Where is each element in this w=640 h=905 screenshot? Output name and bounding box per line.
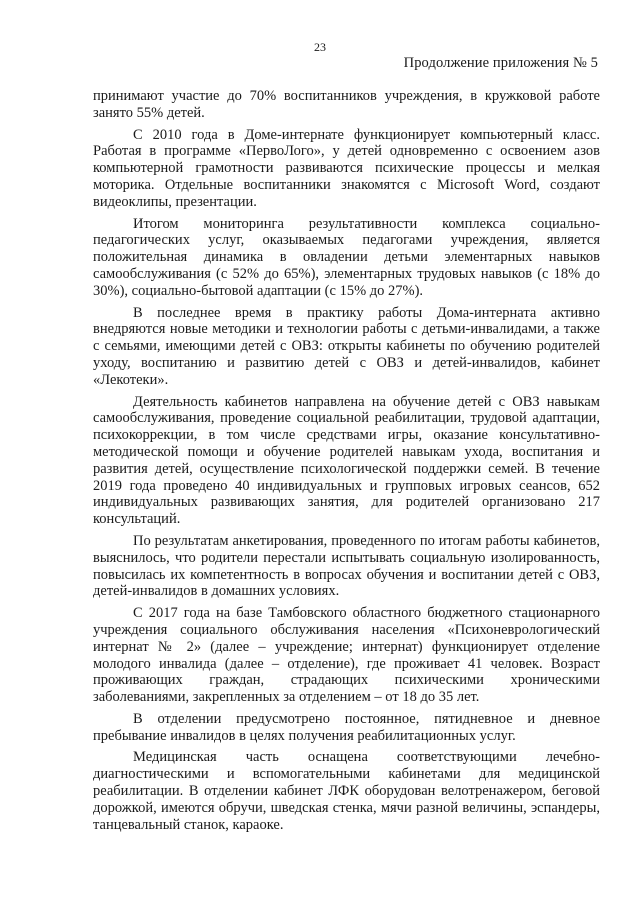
paragraph: В последнее время в практику работы Дома-интерната активно внедряются новые методики и технологии работы с детьми-инвалидами, а также с семьями, имеющими детей с ОВЗ: открыты кабинеты по обучению родителей уходу, воспитанию и развитию детей с ОВЗ и детей-инвалидов, кабинет «Лекотеки». [93, 304, 600, 388]
paragraph: Деятельность кабинетов направлена на обучение детей с ОВЗ навыкам самообслуживания, проведение социальной реабилитации, трудовой адаптации, психокоррекции, в том числе средствами игры, оказание консультативно-методической помощи и обучение родителей навыкам ухода, воспитания и развития детей, осуществление психологической поддержки семей. В течение 2019 года проведено 40 индивидуальных и групповых игровых сеансов, 652 индивидуальных развивающих занятия, для родителей организовано 217 консультаций. [93, 393, 600, 528]
appendix-continuation-label: Продолжение приложения № 5 [403, 55, 598, 71]
paragraph: По результатам анкетирования, проведенного по итогам работы кабинетов, выяснилось, что родители перестали испытывать социальную изолированность, повысилась их компетентность в вопросах обучения и воспитании детей с ОВЗ, детей-инвалидов в домашних условиях. [93, 532, 600, 600]
paragraph: Итогом мониторинга результативности комплекса социально-педагогических услуг, оказываемых педагогами учреждения, является положительная динамика в овладении детьми элементарных навыков самообслуживания (с 52% до 65%), элементарных трудовых навыков (с 18% до 30%), социально-бытовой адаптации (с 15% до 27%). [93, 215, 600, 299]
page-number: 23 [314, 40, 326, 54]
paragraph: принимают участие до 70% воспитанников учреждения, в кружковой работе занято 55% детей. [93, 88, 600, 121]
paragraph: В отделении предусмотрено постоянное, пятидневное и дневное пребывание инвалидов в целях получения реабилитационных услуг. [93, 710, 600, 744]
paragraph: Медицинская часть оснащена соответствующими лечебно-диагностическими и вспомогательными кабинетами для медицинской реабилитации. В отделении кабинет ЛФК оборудован велотренажером, беговой дорожкой, имеются обручи, шведская стенка, мячи разной величины, эспандеры, танцевальный станок, караоке. [93, 749, 600, 833]
body-text [93, 88, 600, 838]
paragraph: С 2017 года на базе Тамбовского областного бюджетного стационарного учреждения социального обслуживания населения «Психоневрологический интернат № 2» (далее – учреждение; интернат) функционирует отделение молодого инвалида (далее – отделение), где проживает 41 человек. Возраст проживающих граждан, страдающих психическими хроническими заболеваниями, закрепленных за отделением – от 18 до 35 лет. [93, 605, 600, 706]
paragraph: С 2010 года в Доме-интернате функционирует компьютерный класс. Работая в программе «ПервоЛого», у детей одновременно с освоением азов компьютерной грамотности развиваются психические процессы и мелкая моторика. Отдельные воспитанники знакомятся с Microsoft Word, создают видеоклипы, презентации. [93, 126, 600, 210]
